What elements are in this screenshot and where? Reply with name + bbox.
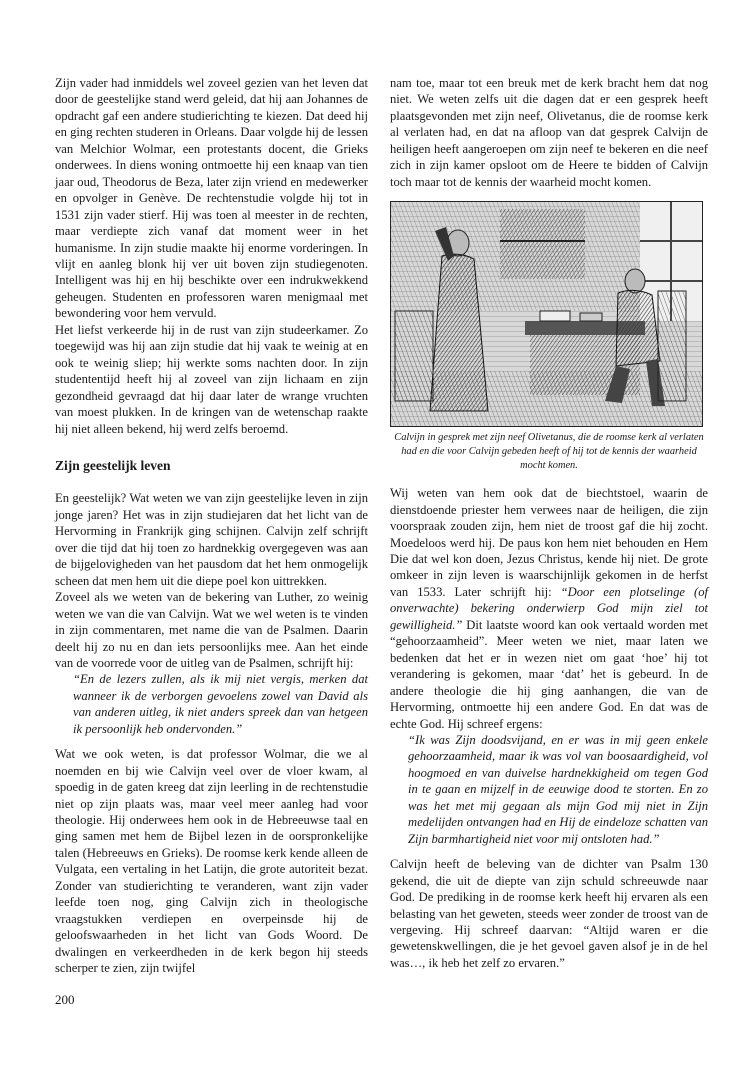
right-column <box>390 75 708 971</box>
paragraph: Wat we ook weten, is dat professor Wolmar, die we al noemden en bij wie Calvijn veel over de vloer kwam, al spoedig in de gaten kreeg dat zijn leerling in de rechtenstudie niet op zijn plaats was, maar veel meer aanleg had voor theologie. Hij onderwees hem ook in de Hebreeuwse taal en ging samen met hem de Bijbel lezen in de oorspronkelijke talen (Hebreeuws en Grieks). De roomse kerk kende alleen de Vulgata, een vertaling in het Latijn, die grote autoriteit bezat. Zonder van studierichting te veranderen, want zijn vader leefde toen nog, ging Calvijn zich in theologische vraagstukken verdiepen en overpeinsde hij de geloofswaarheden in het licht van Gods Woord. De dwalingen en verkeerdheden in de kerk begon hij steeds scherper te zien, zijn twijfel <box>55 747 368 976</box>
paragraph: nam toe, maar tot een breuk met de kerk bracht hem dat nog niet. We weten zelfs uit die dagen dat er een gesprek heeft plaatsgevonden met zijn neef, Olivetanus, die de roomse kerk al verlaten had, en dat na afloop van dat gesprek Calvijn de heiligen heeft aangeroepen om zijn neef te bekeren en die neef zich in zijn kamer opsloot om de Heere te bidden of Calvijn toch maar tot de kennis der waarheid mocht komen. <box>390 76 708 189</box>
left-column <box>55 75 368 977</box>
figure-caption: Calvijn in gesprek met zijn neef Olivetanus, die de roomse kerk al verlaten had en die voor Calvijn gebeden heeft of hij tot de kennis der waarheid mocht komen. <box>394 432 704 472</box>
paragraph: Het liefst verkeerde hij in de rust van zijn studeerkamer. Zo toegewijd was hij aan zijn studie dat hij vaak te weinig at en ook te weinig sliep; hij werkte soms nachten door. In zijn studententijd heeft hij al zoveel van zijn lichaam en zijn gezondheid gevraagd dat hij daar later de wrange vruchten van moest plukken. In de kringen van de wetenschap raakte hij niet alleen bekend, hij werd zelfs beroemd. <box>55 322 368 436</box>
page-number: 200 <box>55 992 75 1007</box>
paragraph: Zoveel als we weten van de bekering van Luther, zo weinig weten we van die van Calvijn. Wat we wel weten is te vinden in zijn commentaren, met name die van de Psalmen. Daarin deelt hij zo nu en dan iets persoonlijks mee. Aan het einde van de voorrede voor de uitleg van de Psalmen, schrijft hij: <box>55 590 368 670</box>
paragraph: Zijn vader had inmiddels wel zoveel gezien van het leven dat door de geestelijke stand werd geleid, dat hij aan Johannes de opdracht gaf een andere studierichting te kiezen. Dat deed hij en ging rechten studeren in Orleans. Daar volgde hij de lessen van Melchior Wolmar, een protestants docent, die Grieks onderwees. In diens woning ontmoette hij een knaap van tien jaar oud, Theodorus de Beza, later zijn vriend en medewerker en opvolger in Genève. De rechtenstudie volgde hij tot in 1531 zijn vader stierf. Hij was toen al meester in de rechten, maar verdiepte zich vanaf dat moment weer in het humanisme. In zijn studie maakte hij enorme vorderingen. In vlijt en aanleg blonk hij ver uit boven zijn studiegenoten. Intelligent was hij en hij beschikte over een indrukwekkend geheugen. Studenten en professoren waren menigmaal met bewondering voor hem vervuld. <box>55 76 368 321</box>
engraving-illustration <box>390 201 703 427</box>
inline-quote: “Door een plotselinge (of onverwachte) bekering onderwierp God mijn ziel tot gewilligheid.” <box>390 584 708 632</box>
section-heading: Zijn geestelijk leven <box>55 457 171 473</box>
paragraph <box>390 485 708 732</box>
paragraph-text: Wij weten van hem ook dat de biechtstoel, waarin de dienstdoende priester hem verwees naar de heiligen, die zijn voorspraak zouden zijn, hem niet de troost gaf die hij zocht. Moedeloos werd hij. De paus kon hem niet behouden en Hem Die dat wel kon doen, Jezus Christus, kende hij niet. De grote omkeer in zijn leven is waarschijnlijk gekomen in de herfst van 1533. Later schrijft hij: <box>390 486 708 599</box>
figure <box>390 201 708 427</box>
block-quote: “En de lezers zullen, als ik mij niet vergis, merken dat wanneer ik de verborgen gevoelens zowel van David als van anderen uitleg, ik niet anders spreek dan van hetgeen ik persoonlijk heb ondervonden.” <box>73 672 368 736</box>
paragraph-text: Dit laatste woord kan ook vertaald worden met “gehoorzaamheid”. Meer weten we niet, maar laten we bedenken dat het er in wezen niet om gaat ‘hoe’ hij tot verandering is gekomen, maar ‘dat’ het is gebeurd. In de andere theologie die hij ging aanhangen, die van de Hervorming, ontmoette hij een andere God. En dat was de echte God. Hij schreef ergens: <box>390 617 708 731</box>
paragraph: En geestelijk? Wat weten we van zijn geestelijke leven in zijn jonge jaren? Het was in zijn studiejaren dat het licht van de Hervorming in Frankrijk ging schijnen. Calvijn zelf schrijft over die tijd dat hij toen zo hardnekkig overgegeven was aan de bijgelovigheden van het pausdom dat het hem onmogelijk scheen dat men hem uit die diepe poel kon uittrekken. <box>55 491 368 588</box>
paragraph: Calvijn heeft de beleving van de dichter van Psalm 130 gekend, die uit de diepte van zijn schuld schreeuwde naar God. De prediking in de roomse kerk heeft hij ervaren als een belasting van het geweten, steeds weer zonder de troost van de vergeving. Hij schreef daarvan: “Altijd waren er die gewetenskwellingen, die je het gevoel gaven alsof je in de hel was…, ik heb het zelf zo ervaren.” <box>390 857 708 970</box>
block-quote: “Ik was Zijn doodsvijand, en er was in mij geen enkele gehoorzaamheid, maar ik was vol van boosaardigheid, vol hoogmoed en van duivelse hardnekkigheid om tegen God in te gaan en mijzelf in de eeuwige dood te storten. En zo was het met mij gegaan als mijn God mij niet in Zijn medelijden ontvangen had en Hij de eindeloze schatten van Zijn barmhartigheid niet voor mij ontsloten had.” <box>408 732 708 846</box>
